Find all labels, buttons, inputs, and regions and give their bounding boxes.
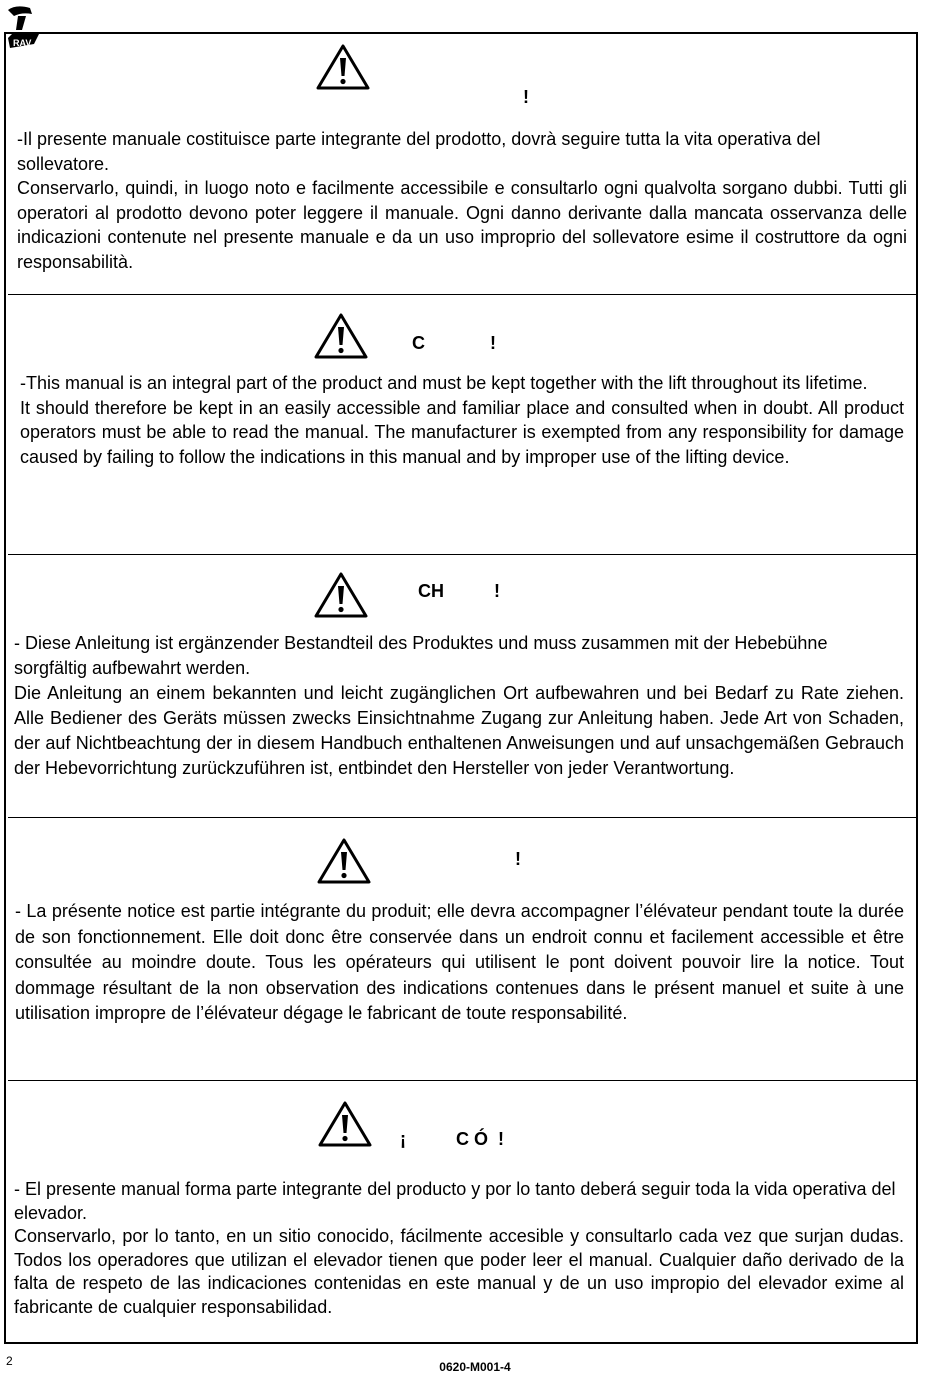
- section-heading: CH !: [418, 581, 501, 601]
- paragraph: Conservarlo, quindi, in luogo noto e facilmente accessibile e consultarlo ogni qualvolta sorgano dubbi. Tutti gli operatori al prodotto devono poter leggere il manuale. Ogni danno derivante dalla mancata osservanza delle indicazioni contenute nel presente manuale e da un uso improprio del sollevatore esime il costruttore da ogni responsabilità.: [17, 178, 907, 272]
- paragraph: - La présente notice est partie intégrante du produit; elle devra accompagner l’élévateur pendant toute la durée de son fonctionnement. Elle doit donc être conservée dans un endroit connu et facilement accessible et être consultée au moindre doute. Tous les opérateurs qui utilisent le pont doivent pouvoir lire la notice. Tout dommage résultant de la non observation des indications contenues dans le présent manuel et suite à une utilisation impropre de l’élévateur dégage le fabricant de toute responsabilité.: [15, 901, 904, 1023]
- warning-triangle-icon: [315, 43, 371, 91]
- section-heading: !: [523, 87, 529, 107]
- warning-triangle-icon: [313, 312, 369, 360]
- section-divider: [8, 294, 918, 295]
- paragraph: - Diese Anleitung ist ergänzender Bestandteil des Produktes und muss zusammen mit der Hebebühne sorgfältig aufbewahrt werden.: [14, 633, 828, 678]
- section-heading: C !: [412, 333, 497, 353]
- section-body: [14, 1178, 904, 1319]
- paragraph: Conservarlo, por lo tanto, en un sitio conocido, fácilmente accesible y consultarlo cada vez que surjan dudas. Todos los operadores que utilizan el elevador tienen que poder leer el manual. Cualquier daño derivado de la falta de respeto de las indicaciones contenidas en este manual y de un uso impropio del elevador exime al fabricante de cualquier responsabilidad.: [14, 1226, 904, 1317]
- page-number: 2: [6, 1354, 13, 1368]
- section-divider: [8, 817, 918, 818]
- paragraph: -Il presente manuale costituisce parte integrante del prodotto, dovrà seguire tutta la vita operativa del sollevatore.: [17, 129, 821, 174]
- section-body: [15, 899, 904, 1027]
- svg-text:RAV: RAV: [13, 38, 32, 48]
- paragraph: - El presente manual forma parte integrante del producto y por lo tanto deberá seguir toda la vida operativa del elevador.: [14, 1179, 896, 1223]
- warning-triangle-icon: [313, 571, 369, 619]
- section-heading: !: [515, 849, 521, 869]
- section-divider: [8, 1080, 918, 1081]
- paragraph: It should therefore be kept in an easily accessible and familiar place and consulted when in doubt. All product operators must be able to read the manual. The manufacturer is exempted from any responsibility for damage caused by failing to follow the indications in this manual and by improper use of the lifting device.: [20, 397, 904, 467]
- paragraph: -This manual is an integral part of the product and must be kept together with the lift throughout its lifetime.: [20, 373, 868, 393]
- warning-triangle-icon: [317, 1100, 373, 1148]
- section-divider: [8, 554, 918, 555]
- section-body: [20, 371, 904, 469]
- section-heading: ¡ C Ó !: [400, 1129, 505, 1149]
- section-body: [17, 127, 907, 274]
- warning-triangle-icon: [316, 837, 372, 885]
- section-body: [14, 631, 904, 781]
- paragraph: Die Anleitung an einem bekannten und leicht zugänglichen Ort aufbewahren und bei Bedarf zu Rate ziehen. Alle Bediener des Geräts müssen zwecks Einsichtnahme Zugang zur Anleitung haben. Jede Art von Schaden, der auf Nichtbeachtung der in diesem Handbuch enthaltenen Anweisungen und auf unsachgemäßen Gebrauch der Hebevorrichtung zurückzuführen ist, entbindet den Hersteller von jeder Verantwortung.: [14, 683, 904, 778]
- document-code: 0620-M001-4: [439, 1360, 511, 1374]
